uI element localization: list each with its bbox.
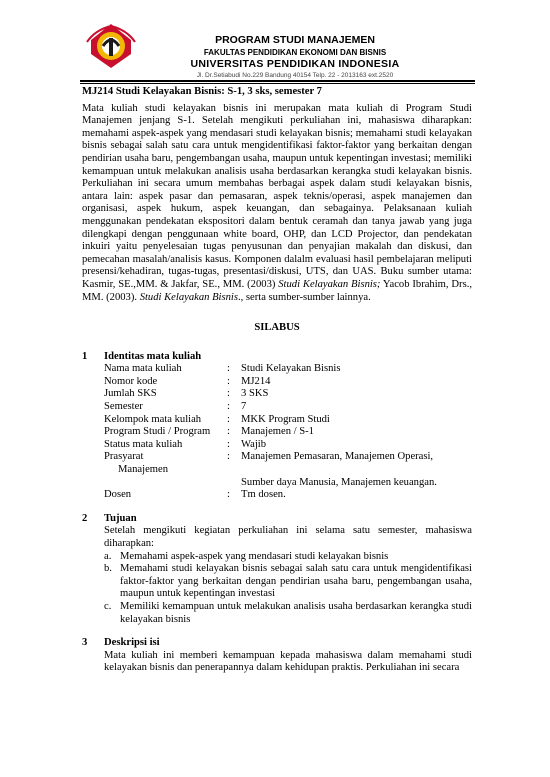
university-logo	[85, 20, 137, 72]
identity-key: Status mata kuliah	[104, 438, 183, 450]
deskripsi-text: Mata kuliah ini memberi kemampuan kepada mahasiswa dalam memahami studi kelayakan bisnis dan penerapannya dalam kehidupan praktis. Perkuliahan ini secara	[104, 649, 472, 674]
colon: :	[227, 451, 230, 463]
prasyarat-continuation-2: Sumber daya Manusia, Manajemen keuangan.	[241, 476, 437, 488]
section-number: 1	[82, 350, 88, 362]
section-deskripsi	[82, 637, 472, 675]
colon: :	[227, 388, 230, 400]
item-marker: a.	[104, 550, 112, 562]
colon: :	[227, 375, 230, 387]
book-title-2: Studi Kelayakan Bisnis	[139, 291, 238, 303]
tujuan-item	[104, 551, 472, 564]
identity-value: Wajib	[241, 438, 267, 450]
identity-row	[104, 451, 437, 464]
address: Jl. Dr.Setiabudi No.229 Bandung 40154 Telp. 22 - 2013163 ext.2520	[196, 72, 394, 79]
identity-key: Semester	[104, 401, 143, 413]
identity-key: Program Studi / Program	[104, 426, 211, 438]
intro-text: ., serta sumber-sumber lainnya.	[237, 291, 371, 303]
course-description	[82, 103, 472, 305]
identity-value: MJ214	[241, 375, 271, 387]
identity-row	[104, 388, 437, 401]
section-title: Deskripsi isi	[104, 637, 160, 649]
letterhead	[0, 0, 550, 80]
intro-text: Mata kuliah studi kelayakan bisnis ini merupakan mata kuliah di Program Studi Manajemen jenjang S-1. Setelah mengikuti perkuliahan ini, mahasiswa diharapkan: memahami aspek-aspek yang mendasari studi kelayakan bisnis; memahami studi kelayakan bisnis sebagai salah satu cara untuk mengidentifikasi faktor-faktor yang berkaitan dengan pendirian usaha baru, pengembangan usaha, maupun untuk kepentingan investasi; memiliki kemampuan untuk melakukan analisis usaha berdasarkan kerangka studi kelayakan bisnis. Perkuliahan ini secara umum membahas berbagai aspek dalam studi kelayakan bisnis, antara lain: aspek pasar dan pemasaran, aspek teknis/operasi, aspek manajemen dan organisasi, aspek hukum, aspek keuangan, dan sebagainya. Pelaksanaan kuliah menggunakan pendekatan ekspositori dalam bentuk ceramah dan tanya jawab yang juga dilengkapi dengan penggunaan white board, OHP, dan LCD Projector, dan pendekatan inkuiri yaitu penyelesaian tugas penyusunan dan penyajian makalah dan diskusi, dan pemecahan masalah/analisis kasus. Komponen dalalm evaluasi hasil pembelajaran meliputi presensi/kehadiran, tugas-tugas, presentasi/diskusi, UTS, dan UAS. Buku sumber utama: Kasmir, SE.,MM. & Jakfar, SE., MM. (2003)	[82, 102, 472, 290]
item-marker: c.	[104, 600, 112, 612]
section-number: 2	[82, 512, 88, 524]
document-body	[82, 86, 472, 686]
intro-text: Yacob Ibrahim, Drs., MM. (2003).	[82, 278, 472, 303]
faculty-name: FAKULTAS PENDIDIKAN EKONOMI DAN BISNIS	[203, 48, 387, 57]
identity-table	[104, 363, 437, 502]
section-title: Tujuan	[104, 512, 137, 524]
silabus-heading: SILABUS	[254, 322, 300, 334]
colon: :	[227, 489, 230, 501]
identity-key: Jumlah SKS	[104, 388, 157, 400]
tujuan-item	[104, 601, 472, 626]
identity-row	[104, 401, 437, 414]
university-name: UNIVERSITAS PENDIDIKAN INDONESIA	[190, 58, 400, 70]
book-title-1: Studi Kelayakan Bisnis;	[278, 278, 381, 290]
identity-row	[104, 414, 437, 427]
section-title: Identitas mata kuliah	[104, 350, 202, 362]
colon: :	[227, 438, 230, 450]
identity-value: MKK Program Studi	[241, 413, 330, 425]
tujuan-lead: Setelah mengikuti kegiatan perkuliahan ini selama satu semester, mahasiswa diharapkan:	[104, 525, 472, 549]
header-rule-thin	[80, 83, 475, 84]
colon: :	[227, 426, 230, 438]
identity-row	[104, 376, 437, 389]
header-rule-thick	[80, 80, 475, 82]
item-text: Memahami aspek-aspek yang mendasari studi kelayakan bisnis	[120, 550, 389, 562]
identity-key: Prasyarat	[104, 451, 144, 463]
identity-key: Dosen	[104, 489, 132, 501]
colon: :	[227, 363, 230, 375]
identity-row	[104, 439, 437, 452]
identity-key: Kelompok mata kuliah	[104, 413, 202, 425]
section-tujuan	[82, 513, 472, 626]
letterhead-text	[150, 34, 440, 80]
identity-value: Manajemen Pemasaran, Manajemen Operasi,	[241, 451, 434, 463]
identity-key: Nama mata kuliah	[104, 363, 182, 375]
section-number: 3	[82, 637, 88, 649]
identity-value: 7	[241, 401, 247, 413]
item-text: Memiliki kemampuan untuk melakukan analisis usaha berdasarkan kerangka studi kelayakan bisnis	[120, 600, 472, 625]
identity-key: Nomor kode	[104, 375, 158, 387]
identity-value: Studi Kelayakan Bisnis	[241, 363, 341, 375]
tujuan-item	[104, 563, 472, 601]
colon: :	[227, 413, 230, 425]
identity-row	[104, 363, 437, 376]
program-name: PROGRAM STUDI MANAJEMEN	[215, 34, 375, 46]
colon: :	[227, 401, 230, 413]
item-text: Memahami studi kelayakan bisnis sebagai salah satu cara untuk mengidentifikasi faktor-faktor yang berkaitan dengan pendirian usaha baru, pengembangan usaha, maupun untuk kepentingan investasi	[120, 563, 472, 600]
tujuan-list	[104, 551, 472, 627]
section-identitas	[82, 351, 472, 502]
identity-value: 3 SKS	[241, 388, 269, 400]
item-marker: b.	[104, 563, 112, 575]
prasyarat-continuation: Manajemen	[118, 464, 169, 476]
identity-value: Tm dosen.	[241, 489, 286, 501]
course-title: MJ214 Studi Kelayakan Bisnis: S-1, 3 sks, semester 7	[82, 86, 322, 97]
identity-row	[104, 426, 437, 439]
identity-value: Manajemen / S-1	[241, 426, 314, 438]
